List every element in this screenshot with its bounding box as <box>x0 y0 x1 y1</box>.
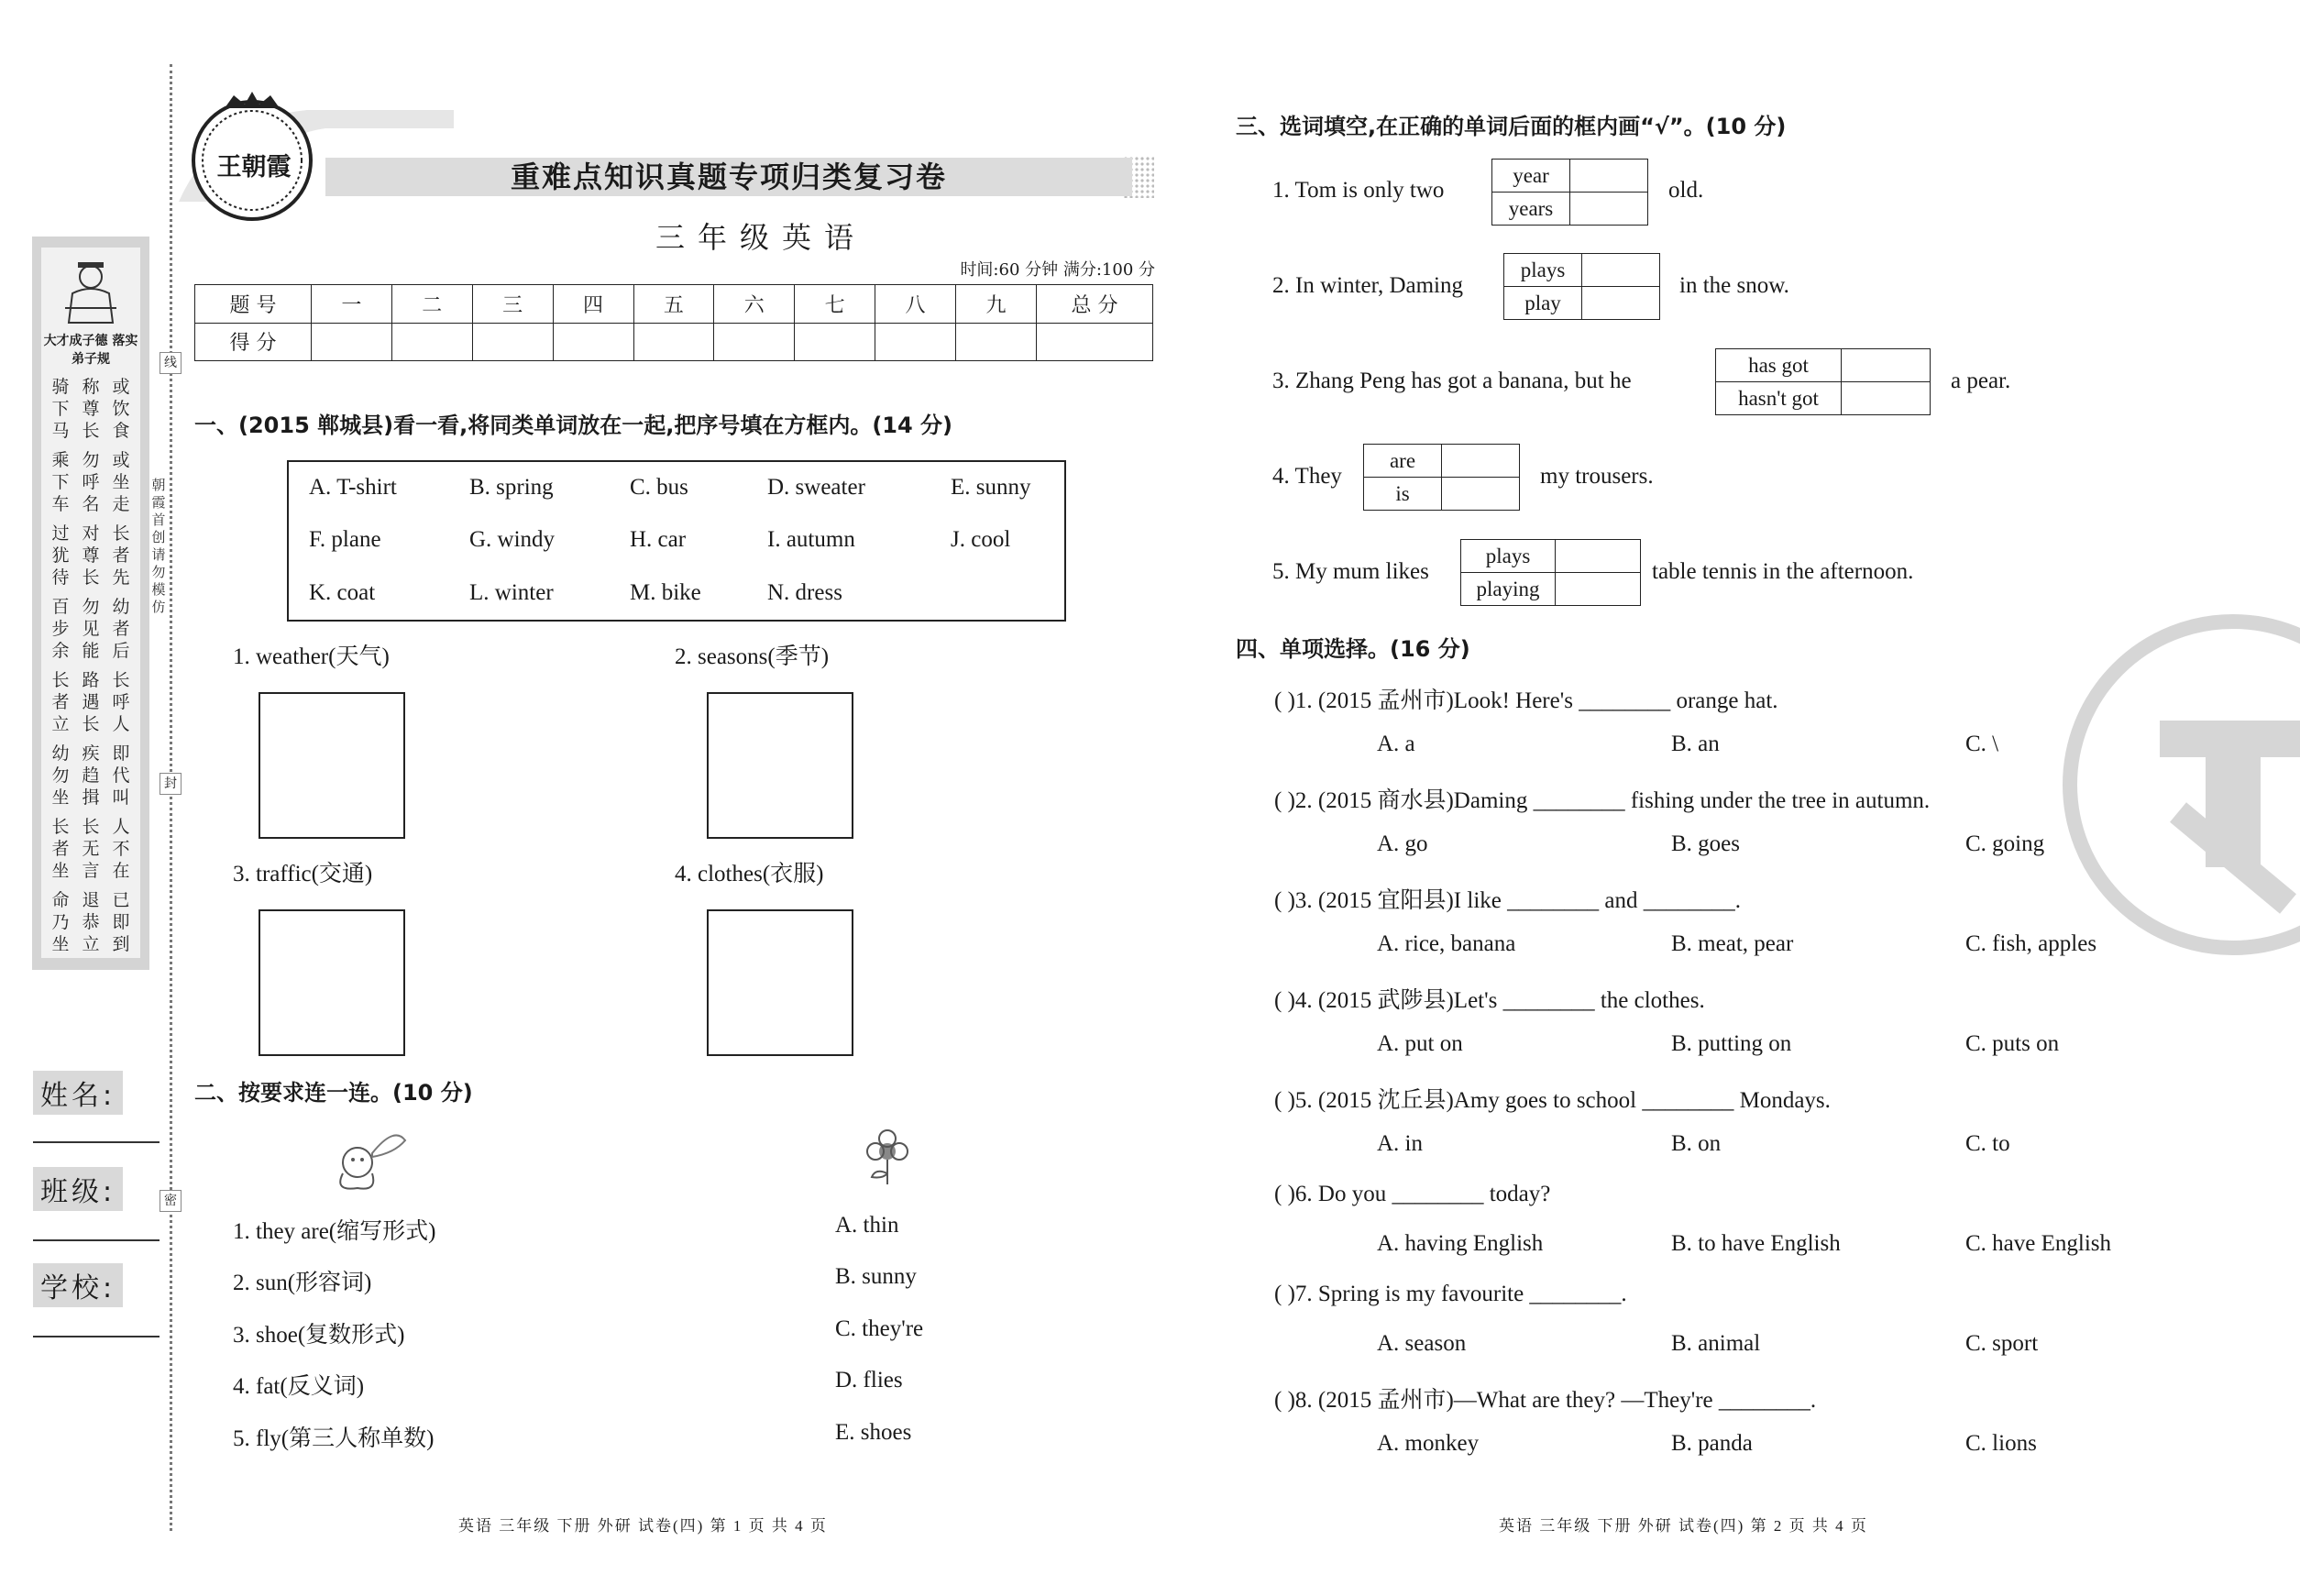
category-label: 2. seasons(季节) <box>675 644 830 669</box>
mc-question: ( )2. (2015 商水县)Daming ________ fishing under the tree in autumn. <box>1274 788 1931 813</box>
rule-phrase: 退恭立 <box>82 890 100 954</box>
word-item: F. plane <box>309 527 381 552</box>
category-label: 3. traffic(交通) <box>233 862 373 886</box>
section3-title: 三、选词填空,在正确的单词后面的框内画“√”。(10 分) <box>1236 114 1787 139</box>
footer-left: 英语 三年级 下册 外研 试卷(四) 第 1 页 共 4 页 <box>458 1517 828 1535</box>
bind-mark: 线 <box>160 352 182 374</box>
category-label: 1. weather(天气) <box>233 644 390 669</box>
score-header-cell: 二 <box>391 285 472 324</box>
name-field[interactable] <box>33 1141 160 1143</box>
binding-line <box>170 64 172 1531</box>
rule-phrase: 或坐走 <box>112 450 130 514</box>
rule-phrase: 长者立 <box>51 670 70 734</box>
mc-option-b[interactable]: B. to have English <box>1671 1231 1841 1256</box>
choice-option: year <box>1492 160 1570 193</box>
fill-item-before: 1. Tom is only two <box>1272 178 1445 203</box>
check-box[interactable] <box>1570 193 1648 226</box>
choice-option: has got <box>1716 349 1842 382</box>
word-item: E. sunny <box>951 475 1031 500</box>
score-header-cell: 九 <box>956 285 1037 324</box>
score-cell[interactable] <box>1037 323 1153 361</box>
school-label: 学校: <box>33 1263 123 1307</box>
fill-item-after: my trousers. <box>1540 464 1654 489</box>
choice-option: playing <box>1461 573 1556 606</box>
check-box[interactable] <box>1556 540 1641 573</box>
subtitle: 三年级英语 <box>655 220 866 255</box>
match-right-item: D. flies <box>835 1368 903 1392</box>
check-box[interactable] <box>1582 254 1660 287</box>
mc-option-a[interactable]: A. go <box>1377 831 1428 856</box>
mc-question: ( )1. (2015 孟州市)Look! Here's ________ orange hat. <box>1274 688 1778 713</box>
rule-phrase: 幼者后 <box>112 597 130 661</box>
check-box[interactable] <box>1842 382 1931 415</box>
section2-title: 二、按要求连一连。(10 分) <box>194 1080 473 1106</box>
mc-option-c[interactable]: C. \ <box>1965 732 1999 756</box>
rule-phrase: 勿见能 <box>82 597 100 661</box>
answer-box[interactable] <box>259 692 405 839</box>
rule-phrase: 命乃坐 <box>51 890 70 954</box>
choice-option: plays <box>1461 540 1556 573</box>
check-box[interactable] <box>1442 478 1520 511</box>
fill-item-before: 2. In winter, Daming <box>1272 273 1463 298</box>
choice-option: is <box>1364 478 1442 511</box>
score-cell[interactable] <box>714 323 795 361</box>
choice-option: plays <box>1504 254 1582 287</box>
rule-phrase: 即代叫 <box>112 743 130 808</box>
side-note: 朝霞首创 请勿模仿 <box>151 477 166 615</box>
fill-item-before: 3. Zhang Peng has got a banana, but he <box>1272 369 1632 393</box>
word-item: H. car <box>630 527 687 552</box>
footer-right: 英语 三年级 下册 外研 试卷(四) 第 2 页 共 4 页 <box>1499 1517 1868 1535</box>
bind-mark: 封 <box>160 773 182 795</box>
class-label: 班级: <box>33 1167 123 1211</box>
mc-option-c[interactable]: C. sport <box>1965 1331 2039 1356</box>
mc-question: ( )4. (2015 武陟县)Let's ________ the clothes. <box>1274 988 1705 1013</box>
word-item: C. bus <box>630 475 688 500</box>
match-left-item: 5. fly(第三人称单数) <box>233 1426 435 1451</box>
choice-option: years <box>1492 193 1570 226</box>
score-cell[interactable] <box>956 323 1037 361</box>
mc-option-c[interactable]: C. to <box>1965 1131 2010 1156</box>
rule-phrase: 长者先 <box>112 523 130 588</box>
school-field[interactable] <box>33 1336 160 1337</box>
score-cell[interactable] <box>875 323 956 361</box>
match-left-item: 3. shoe(复数形式) <box>233 1323 405 1348</box>
score-header-cell: 五 <box>633 285 714 324</box>
choice-table <box>1363 444 1520 511</box>
answer-box[interactable] <box>707 692 853 839</box>
rule-phrase: 疾趋揖 <box>82 743 100 808</box>
match-left-item: 4. fat(反义词) <box>233 1374 365 1399</box>
page-title: 重难点知识真题专项归类复习卷 <box>510 160 947 194</box>
match-right-item: B. sunny <box>835 1264 917 1289</box>
mc-option-a[interactable]: A. rice, banana <box>1377 931 1516 956</box>
mc-option-c[interactable]: C. puts on <box>1965 1031 2060 1056</box>
mc-option-b[interactable]: B. animal <box>1671 1331 1761 1356</box>
mc-option-c[interactable]: C. lions <box>1965 1431 2037 1456</box>
fill-item-after: a pear. <box>1951 369 2011 393</box>
rule-phrase: 长者坐 <box>51 817 70 881</box>
word-item: G. windy <box>469 527 556 552</box>
score-cell[interactable] <box>391 323 472 361</box>
secret-stamp-icon <box>2063 614 2300 955</box>
scholar-icon <box>56 257 126 330</box>
rule-phrase: 路遇长 <box>82 670 100 734</box>
score-cell[interactable] <box>312 323 392 361</box>
check-box[interactable] <box>1570 160 1648 193</box>
check-box[interactable] <box>1842 349 1931 382</box>
choice-option: play <box>1504 287 1582 320</box>
rule-phrase: 幼勿坐 <box>51 743 70 808</box>
mc-option-b[interactable]: B. on <box>1671 1131 1722 1156</box>
rule-phrase: 勿呼名 <box>82 450 100 514</box>
score-header-cell: 题 号 <box>195 285 312 324</box>
rules-panel <box>32 237 149 970</box>
word-item: D. sweater <box>767 475 865 500</box>
rules-grid <box>47 376 135 953</box>
match-right-item: C. they're <box>835 1316 924 1341</box>
score-cell[interactable] <box>795 323 875 361</box>
word-item: A. T-shirt <box>309 475 397 500</box>
score-header-cell: 六 <box>714 285 795 324</box>
match-left-item: 1. they are(缩写形式) <box>233 1219 436 1244</box>
score-row-label: 得 分 <box>195 323 312 361</box>
check-box[interactable] <box>1582 287 1660 320</box>
word-item: N. dress <box>767 580 842 605</box>
mc-option-b[interactable]: B. goes <box>1671 831 1740 856</box>
choice-table <box>1460 539 1641 606</box>
score-table <box>194 284 1153 361</box>
fairy-illustration-icon <box>321 1126 409 1195</box>
mc-question: ( )8. (2015 孟州市)—What are they? —They're ________. <box>1274 1388 1817 1413</box>
fill-item-before: 5. My mum likes <box>1272 559 1429 584</box>
mc-option-b[interactable]: B. putting on <box>1671 1031 1792 1056</box>
check-box[interactable] <box>1442 445 1520 478</box>
answer-box[interactable] <box>259 909 405 1056</box>
word-item: L. winter <box>469 580 554 605</box>
fill-item-after: table tennis in the afternoon. <box>1652 559 1914 584</box>
category-label: 4. clothes(衣服) <box>675 862 824 886</box>
rule-phrase: 骑下马 <box>51 377 70 441</box>
word-bank <box>287 460 1066 622</box>
word-item: I. autumn <box>767 527 855 552</box>
word-item: J. cool <box>951 527 1011 552</box>
choice-table <box>1503 253 1660 320</box>
section1-title: 一、(2015 郸城县)看一看,将同类单词放在一起,把序号填在方框内。(14 分) <box>194 413 953 438</box>
word-item: M. bike <box>630 580 701 605</box>
fill-item-after: old. <box>1668 178 1704 203</box>
mc-question: ( )5. (2015 沈丘县)Amy goes to school ________ Mondays. <box>1274 1088 1831 1113</box>
mc-option-b[interactable]: B. panda <box>1671 1431 1753 1456</box>
mc-option-c[interactable]: C. have English <box>1965 1231 2112 1256</box>
score-header-cell: 七 <box>795 285 875 324</box>
choice-option: are <box>1364 445 1442 478</box>
check-box[interactable] <box>1556 573 1641 606</box>
rule-phrase: 或饮食 <box>112 377 130 441</box>
score-header-cell: 一 <box>312 285 392 324</box>
mc-option-b[interactable]: B. meat, pear <box>1671 931 1794 956</box>
rule-phrase: 长呼人 <box>112 670 130 734</box>
word-item: B. spring <box>469 475 554 500</box>
score-row <box>195 323 1153 361</box>
rule-phrase: 已即到 <box>112 890 130 954</box>
choice-table <box>1715 348 1931 415</box>
mc-question: ( )3. (2015 宜阳县)I like ________ and ________. <box>1274 888 1741 913</box>
mc-option-a[interactable]: A. monkey <box>1377 1431 1480 1456</box>
rule-phrase: 称尊长 <box>82 377 100 441</box>
rule-phrase: 乘下车 <box>51 450 70 514</box>
rule-phrase: 百步余 <box>51 597 70 661</box>
match-left-item: 2. sun(形容词) <box>233 1271 372 1295</box>
class-field[interactable] <box>33 1239 160 1241</box>
section4-title: 四、单项选择。(16 分) <box>1236 636 1470 662</box>
motto: 大才成子德 落实弟子规 <box>43 334 138 367</box>
match-right-item: A. thin <box>835 1213 899 1238</box>
flower-illustration-icon <box>857 1128 918 1188</box>
mc-option-a[interactable]: A. in <box>1377 1131 1423 1156</box>
time-info: 时间:60 分钟 满分:100 分 <box>960 260 1155 280</box>
rules-panel-inner <box>41 248 140 958</box>
logo-text: 王朝霞 <box>216 153 292 182</box>
score-cell[interactable] <box>633 323 714 361</box>
choice-table <box>1491 159 1648 226</box>
match-right-item: E. shoes <box>835 1420 912 1445</box>
choice-option: hasn't got <box>1716 382 1842 415</box>
name-label: 姓名: <box>33 1071 123 1115</box>
score-header-cell: 三 <box>472 285 553 324</box>
bind-mark: 密 <box>160 1190 182 1212</box>
score-header-cell: 四 <box>553 285 633 324</box>
score-header-cell: 八 <box>875 285 956 324</box>
word-item: K. coat <box>309 580 376 605</box>
score-header-cell: 总 分 <box>1037 285 1153 324</box>
score-header-row <box>195 285 1153 324</box>
rule-phrase: 长无言 <box>82 817 100 881</box>
answer-box[interactable] <box>707 909 853 1056</box>
mc-option-a[interactable]: A. a <box>1377 732 1415 756</box>
mc-option-a[interactable]: A. put on <box>1377 1031 1463 1056</box>
mc-option-c[interactable]: C. going <box>1965 831 2045 856</box>
mc-option-a[interactable]: A. season <box>1377 1331 1467 1356</box>
score-cell[interactable] <box>472 323 553 361</box>
rule-phrase: 对尊长 <box>82 523 100 588</box>
rule-phrase: 人不在 <box>112 817 130 881</box>
fill-item-after: in the snow. <box>1679 273 1789 298</box>
mc-question: ( )7. Spring is my favourite ________. <box>1274 1282 1627 1306</box>
score-cell[interactable] <box>553 323 633 361</box>
mc-option-a[interactable]: A. having English <box>1377 1231 1544 1256</box>
mc-option-b[interactable]: B. an <box>1671 732 1720 756</box>
mc-option-c[interactable]: C. fish, apples <box>1965 931 2097 956</box>
rule-phrase: 过犹待 <box>51 523 70 588</box>
fill-item-before: 4. They <box>1272 464 1342 489</box>
mc-question: ( )6. Do you ________ today? <box>1274 1182 1551 1206</box>
